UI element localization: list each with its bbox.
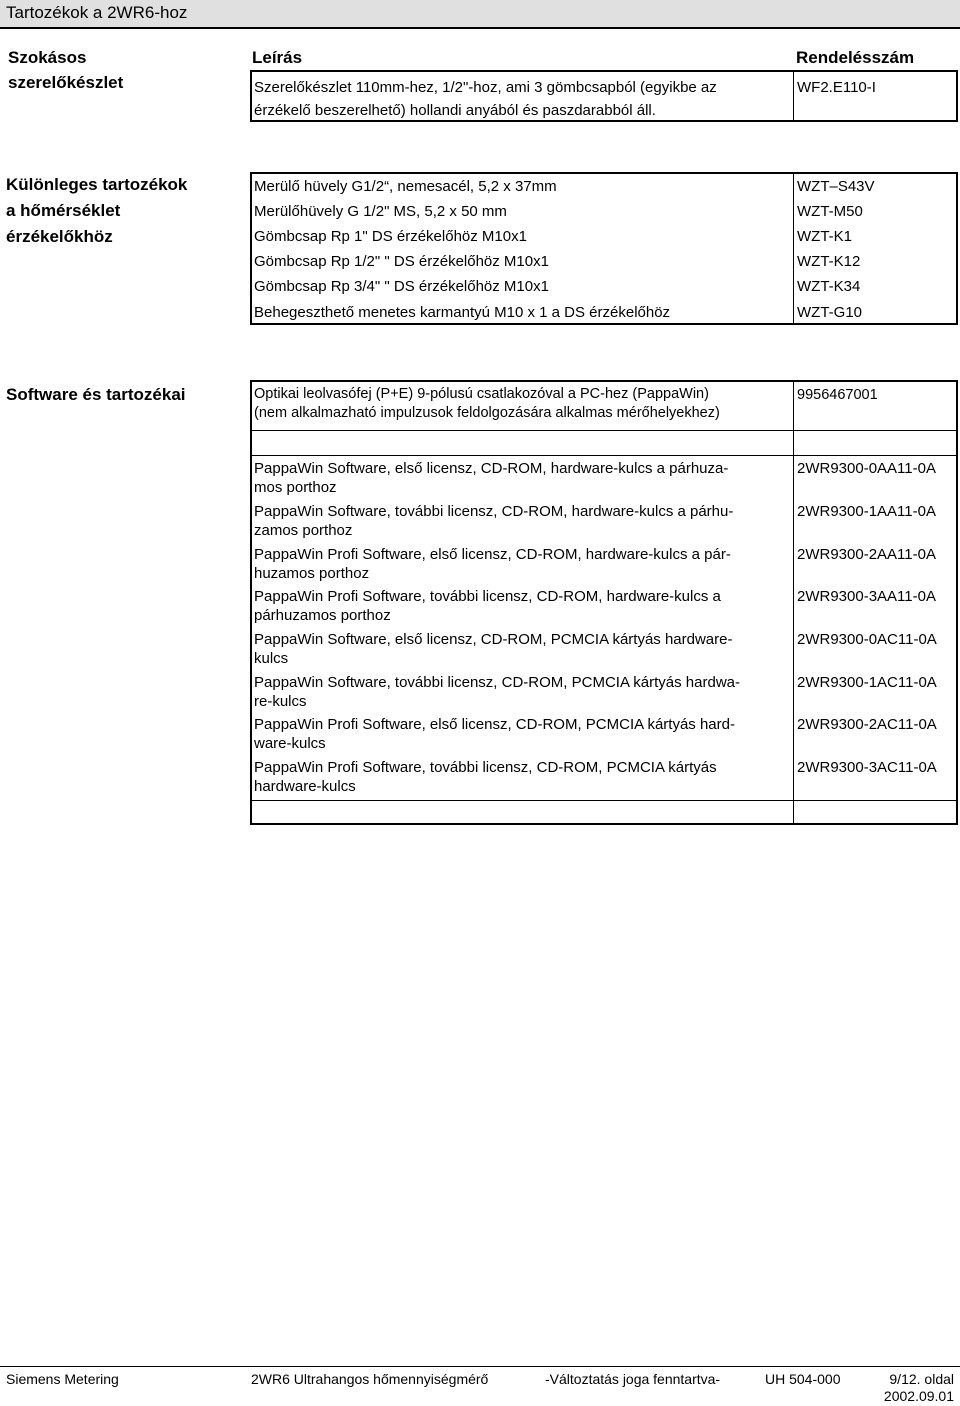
column-divider [793,72,794,122]
table-row-desc: Gömbcsap Rp 3/4" " DS érzékelőhöz M10x1 [254,278,549,295]
table-row-line1: PappaWin Profi Software, további licensz, CD-ROM, hardware-kulcs a [254,588,721,605]
table-row-order: 2WR9300-1AA11-0A [797,503,936,520]
column-divider [793,382,794,825]
table-row-order: 2WR9300-1AC11-0A [797,674,937,691]
optical-head-desc-line1: Optikai leolvasófej (P+E) 9-pólusú csatlakozóval a PC-hez (PappaWin) [254,386,709,402]
footer-product: 2WR6 Ultrahangos hőmennyiségmérő [251,1371,489,1387]
table-row-line1: PappaWin Profi Software, első licensz, CD-ROM, hardware-kulcs a pár- [254,546,731,563]
sensor-accessories-table [250,172,958,325]
section1-label-line2: szerelőkészlet [8,73,124,92]
footer-date: 2002.09.01 [883,1388,954,1404]
table-row-order: WZT-M50 [797,203,863,220]
table-row-line1: PappaWin Software, további licensz, CD-ROM, hardware-kulcs a párhu- [254,503,734,520]
table-row-line1: PappaWin Profi Software, további licensz, CD-ROM, PCMCIA kártyás [254,759,717,776]
table-row-order: 2WR9300-3AA11-0A [797,588,936,605]
table-row-order: 2WR9300-2AA11-0A [797,546,936,563]
section1-label-line1: Szokásos [8,48,87,67]
description-column-header: Leírás [252,48,303,67]
table-row-order: 2WR9300-2AC11-0A [797,716,937,733]
table-row-line1: PappaWin Software, további licensz, CD-ROM, PCMCIA kártyás hardwa- [254,674,740,691]
section3-label: Software és tartozékai [6,385,186,404]
mounting-kit-description: Szerelőkészlet 110mm-hez, 1/2"-hoz, ami 3 gömbcsapból (egyikbe az érzékelő beszerelhető) hollandi anyából és paszdarabból áll. [254,79,717,119]
table-row-line2: hardware-kulcs [254,778,356,795]
table-row-desc: Gömbcsap Rp 1/2" " DS érzékelőhöz M10x1 [254,253,549,270]
table-row-line2: mos porthoz [254,479,337,496]
table-row-desc: Merülő hüvely G1/2“, nemesacél, 5,2 x 37mm [254,178,557,195]
table-row-line2: párhuzamos porthoz [254,607,391,624]
table-row-line1: PappaWin Software, első licensz, CD-ROM, PCMCIA kártyás hardware- [254,631,733,648]
row-divider [252,455,956,456]
table-row-line2: re-kulcs [254,693,307,710]
optical-head-order: 9956467001 [797,387,878,403]
row-divider [252,430,956,431]
table-row-order: WZT-K1 [797,228,852,245]
section2-label-line1: Különleges tartozékok [6,175,188,194]
mounting-kit-order-number: WF2.E110-I [797,79,876,96]
page-title: Tartozékok a 2WR6-hoz [6,3,188,22]
table-row-line2: huzamos porthoz [254,565,370,582]
table-row-desc: Gömbcsap Rp 1" DS érzékelőhöz M10x1 [254,228,527,245]
table-row-order: WZT-K12 [797,253,861,270]
column-divider [793,174,794,325]
table-row-order: 2WR9300-3AC11-0A [797,759,937,776]
table-row-desc: Merülőhüvely G 1/2" MS, 5,2 x 50 mm [254,203,507,220]
page-footer [0,1366,960,1406]
section2-label-line2: a hőmérséklet [6,201,121,220]
table-row-line2: kulcs [254,650,289,667]
table-row-line2: ware-kulcs [254,735,326,752]
footer-company: Siemens Metering [6,1371,119,1387]
table-row-order: WZT–S43V [797,178,875,195]
optical-head-desc-line2: (nem alkalmazható impulzusok feldolgozására alkalmas mérőhelyekhez) [254,405,720,421]
table-row-desc: Behegeszthető menetes karmantyú M10 x 1 a DS érzékelőhöz [254,304,671,321]
software-table [250,380,958,825]
table-row-order: 2WR9300-0AC11-0A [797,631,937,648]
table-row-line1: PappaWin Profi Software, első licensz, CD-ROM, PCMCIA kártyás hard- [254,716,735,733]
table-row-order: WZT-K34 [797,278,861,295]
row-divider [252,800,956,801]
section2-label-line3: érzékelőkhöz [6,227,113,246]
section1-table [250,70,958,122]
table-row-order: 2WR9300-0AA11-0A [797,460,936,477]
footer-page-number: 9/12. oldal [889,1371,954,1387]
page-title-bar [0,0,960,29]
order-number-column-header: Rendelésszám [796,48,915,67]
table-row-line1: PappaWin Software, első licensz, CD-ROM, hardware-kulcs a párhuza- [254,460,729,477]
table-row-order: WZT-G10 [797,304,863,321]
footer-document-number: UH 504-000 [765,1371,841,1387]
table-row-line2: zamos porthoz [254,522,353,539]
footer-notice: -Változtatás joga fenntartva- [545,1371,721,1387]
